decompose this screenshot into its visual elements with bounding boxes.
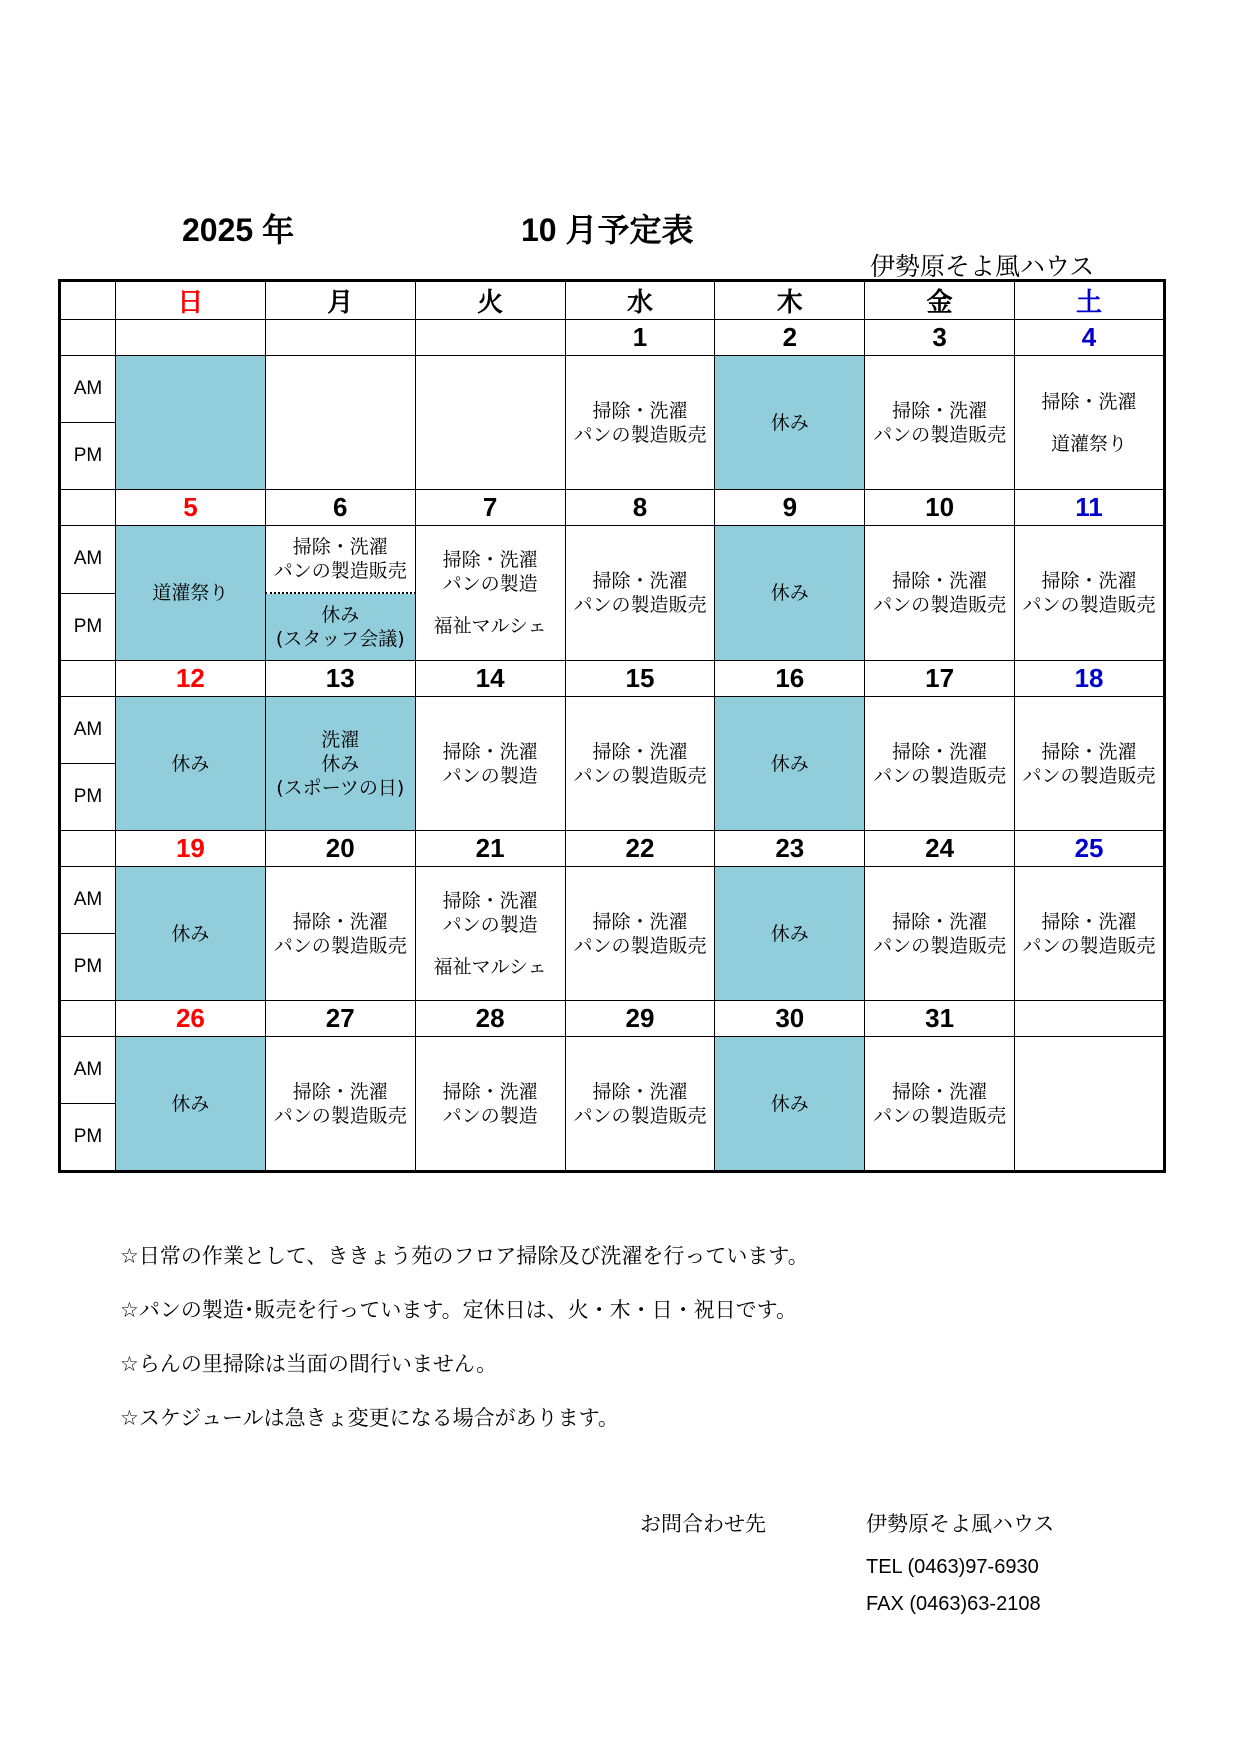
- pm-label: PM: [60, 1104, 116, 1172]
- activity-line: 掃除・洗濯: [1041, 740, 1137, 763]
- date-cell: 1: [565, 320, 715, 356]
- activity-cell: [1015, 867, 1165, 1001]
- date-cell: 2: [715, 320, 865, 356]
- activity-line: パンの製造販売: [1022, 594, 1156, 616]
- activity-cell: [565, 356, 715, 490]
- activity-cell: [265, 1037, 415, 1172]
- weekday-0: 日: [116, 281, 266, 320]
- activity-cell: [865, 867, 1015, 1001]
- activity-line: 道灌祭り: [152, 582, 229, 604]
- activity-cell: [116, 697, 266, 831]
- weekday-header-row: [60, 281, 1165, 320]
- date-cell: 8: [565, 490, 715, 526]
- activity-line: 掃除・洗濯: [292, 536, 388, 558]
- weekday-2: 火: [415, 281, 565, 320]
- date-row-label: [60, 831, 116, 867]
- am-label: AM: [60, 867, 116, 934]
- date-cell: 26: [116, 1001, 266, 1037]
- date-cell: 5: [116, 490, 266, 526]
- activity-cell: [865, 356, 1015, 490]
- activity-cell: [415, 867, 565, 1001]
- activity-line: (スポーツの日): [276, 776, 405, 799]
- date-row: [60, 831, 1165, 867]
- date-cell: 15: [565, 661, 715, 697]
- activity-cell: [116, 526, 266, 661]
- weekday-1: 月: [265, 281, 415, 320]
- activity-cell: [1015, 697, 1165, 831]
- date-cell: 21: [415, 831, 565, 867]
- date-cell: 9: [715, 490, 865, 526]
- pm-label: PM: [60, 934, 116, 1001]
- activity-cell: [565, 1037, 715, 1172]
- date-cell: 7: [415, 490, 565, 526]
- note-item: ☆スケジュールは急きょ変更になる場合があります。: [120, 1406, 619, 1430]
- pm-activity-cell: [265, 593, 415, 661]
- activity-cell: [565, 867, 715, 1001]
- activity-line: 掃除・洗濯: [892, 570, 988, 592]
- am-row: [60, 526, 1165, 594]
- date-cell: 14: [415, 661, 565, 697]
- activity-line: パンの製造: [442, 764, 538, 787]
- activity-line: 休み: [321, 604, 360, 626]
- date-cell: [265, 320, 415, 356]
- date-cell: 31: [865, 1001, 1015, 1037]
- activity-line: パンの製造販売: [873, 764, 1007, 787]
- contact-label: お問合わせ先: [640, 1512, 766, 1536]
- activity-cell: [1015, 526, 1165, 661]
- am-activity-cell: [265, 526, 415, 594]
- activity-line: 掃除・洗濯: [592, 1080, 688, 1103]
- activity-line: パンの製造: [442, 573, 538, 595]
- activity-cell: [116, 1037, 266, 1172]
- activity-line: 掃除・洗濯: [592, 399, 688, 422]
- date-row: [60, 1001, 1165, 1037]
- date-cell: [415, 320, 565, 356]
- pm-label: PM: [60, 764, 116, 831]
- activity-cell: [116, 867, 266, 1001]
- org-name: 伊勢原そよ風ハウス: [870, 252, 1095, 281]
- am-row: [60, 697, 1165, 764]
- date-cell: 18: [1015, 661, 1165, 697]
- activity-line: 掃除・洗濯: [442, 1080, 538, 1103]
- date-cell: 4: [1015, 320, 1165, 356]
- weekday-5: 金: [865, 281, 1015, 320]
- activity-line: 掃除・洗濯: [592, 910, 688, 933]
- activity-line: パンの製造販売: [573, 764, 707, 787]
- activity-line: パンの製造販売: [873, 594, 1007, 616]
- activity-line: パンの製造: [442, 1104, 538, 1127]
- activity-cell: [565, 526, 715, 661]
- activity-line: 休み: [770, 411, 809, 434]
- activity-line: 掃除・洗濯: [292, 910, 388, 933]
- activity-line: 掃除・洗濯: [892, 1080, 988, 1103]
- note-item: ☆らんの里掃除は当面の間行いません。: [120, 1352, 498, 1376]
- schedule-body: [60, 281, 1165, 1172]
- date-row-label: [60, 661, 116, 697]
- activity-cell: [715, 526, 865, 661]
- date-cell: 10: [865, 490, 1015, 526]
- activity-line: パンの製造販売: [573, 423, 707, 446]
- note-item: ☆日常の作業として、ききょう苑のフロア掃除及び洗濯を行っています。: [120, 1244, 809, 1268]
- date-row-label: [60, 490, 116, 526]
- activity-line: 休み: [770, 922, 809, 945]
- activity-line: 掃除・洗濯: [442, 889, 538, 912]
- activity-line: 福祉マルシェ: [433, 955, 547, 978]
- activity-line: 掃除・洗濯: [292, 1080, 388, 1103]
- pm-label: PM: [60, 423, 116, 490]
- activity-line: パンの製造: [442, 913, 538, 936]
- pm-label: PM: [60, 593, 116, 661]
- date-cell: 27: [265, 1001, 415, 1037]
- activity-line: 休み: [171, 922, 210, 945]
- am-row: [60, 1037, 1165, 1104]
- date-cell: 30: [715, 1001, 865, 1037]
- date-cell: 13: [265, 661, 415, 697]
- date-row: [60, 490, 1165, 526]
- activity-line: 掃除・洗濯: [592, 570, 688, 592]
- activity-line: 掃除・洗濯: [1041, 390, 1137, 413]
- date-cell: 6: [265, 490, 415, 526]
- activity-cell: [1015, 356, 1165, 490]
- date-row-label: [60, 1001, 116, 1037]
- activity-line: 休み: [770, 752, 809, 775]
- title-month: 10 月予定表: [521, 212, 694, 248]
- activity-line: パンの製造販売: [273, 934, 407, 957]
- activity-line: パンの製造販売: [573, 934, 707, 957]
- am-row: [60, 867, 1165, 934]
- date-cell: 29: [565, 1001, 715, 1037]
- activity-line: パンの製造販売: [873, 1104, 1007, 1127]
- date-cell: 19: [116, 831, 266, 867]
- weekday-3: 水: [565, 281, 715, 320]
- contact-org: 伊勢原そよ風ハウス: [866, 1512, 1055, 1536]
- activity-cell: [715, 1037, 865, 1172]
- activity-cell: [865, 697, 1015, 831]
- date-cell: 23: [715, 831, 865, 867]
- activity-line: 休み: [770, 582, 809, 604]
- am-label: AM: [60, 356, 116, 423]
- activity-line: 掃除・洗濯: [892, 399, 988, 422]
- activity-line: パンの製造販売: [573, 594, 707, 616]
- activity-line: 休み: [770, 1092, 809, 1115]
- schedule-table: [58, 279, 1166, 1173]
- activity-cell: [415, 356, 565, 490]
- activity-line: パンの製造販売: [1022, 934, 1156, 957]
- am-label: AM: [60, 697, 116, 764]
- date-cell: 28: [415, 1001, 565, 1037]
- activity-line: 掃除・洗濯: [1041, 570, 1137, 592]
- date-cell: 11: [1015, 490, 1165, 526]
- date-cell: 17: [865, 661, 1015, 697]
- weekday-6: 土: [1015, 281, 1165, 320]
- date-cell: 12: [116, 661, 266, 697]
- activity-cell: [415, 526, 565, 661]
- corner-cell: [60, 281, 116, 320]
- activity-line: パンの製造販売: [273, 560, 407, 582]
- activity-line: 休み: [171, 752, 210, 775]
- activity-line: 休み: [171, 1092, 210, 1115]
- activity-cell: [865, 1037, 1015, 1172]
- contact-fax: FAX (0463)63-2108: [866, 1593, 1041, 1615]
- date-cell: 24: [865, 831, 1015, 867]
- am-row: [60, 356, 1165, 423]
- activity-line: 休み: [321, 752, 360, 775]
- activity-cell: [265, 867, 415, 1001]
- activity-line: パンの製造販売: [573, 1104, 707, 1127]
- activity-line: 洗濯: [321, 728, 360, 751]
- date-cell: 22: [565, 831, 715, 867]
- am-label: AM: [60, 1037, 116, 1104]
- activity-cell: [715, 697, 865, 831]
- activity-cell: [565, 697, 715, 831]
- date-cell: [116, 320, 266, 356]
- activity-line: 掃除・洗濯: [892, 910, 988, 933]
- date-cell: 20: [265, 831, 415, 867]
- activity-line: 道灌祭り: [1051, 432, 1128, 455]
- title-year: 2025 年: [182, 212, 295, 248]
- activity-line: 掃除・洗濯: [442, 740, 538, 763]
- activity-line: 掃除・洗濯: [892, 740, 988, 763]
- activity-line: パンの製造販売: [1022, 764, 1156, 787]
- date-cell: 16: [715, 661, 865, 697]
- note-item: ☆パンの製造･販売を行っています。定休日は、火・木・日・祝日です。: [120, 1298, 797, 1322]
- date-cell: 3: [865, 320, 1015, 356]
- activity-line: パンの製造販売: [273, 1104, 407, 1127]
- activity-cell: [265, 356, 415, 490]
- activity-line: パンの製造販売: [873, 934, 1007, 957]
- activity-cell: [865, 526, 1015, 661]
- activity-cell: [415, 1037, 565, 1172]
- weekday-4: 木: [715, 281, 865, 320]
- activity-cell: [715, 867, 865, 1001]
- activity-line: 掃除・洗濯: [442, 549, 538, 571]
- notes: [120, 1240, 809, 1456]
- activity-cell: [715, 356, 865, 490]
- activity-line: パンの製造販売: [873, 423, 1007, 446]
- activity-line: 掃除・洗濯: [1041, 910, 1137, 933]
- contact-tel: TEL (0463)97-6930: [866, 1556, 1039, 1578]
- date-row: [60, 320, 1165, 356]
- activity-line: (スタッフ会議): [275, 628, 405, 650]
- activity-line: 掃除・洗濯: [592, 740, 688, 763]
- date-row: [60, 661, 1165, 697]
- date-cell: 25: [1015, 831, 1165, 867]
- activity-cell: [1015, 1037, 1165, 1172]
- activity-cell: [415, 697, 565, 831]
- activity-cell: [265, 697, 415, 831]
- activity-line: 福祉マルシェ: [433, 615, 547, 637]
- activity-cell: [116, 356, 266, 490]
- date-cell: [1015, 1001, 1165, 1037]
- date-row-label: [60, 320, 116, 356]
- am-label: AM: [60, 526, 116, 594]
